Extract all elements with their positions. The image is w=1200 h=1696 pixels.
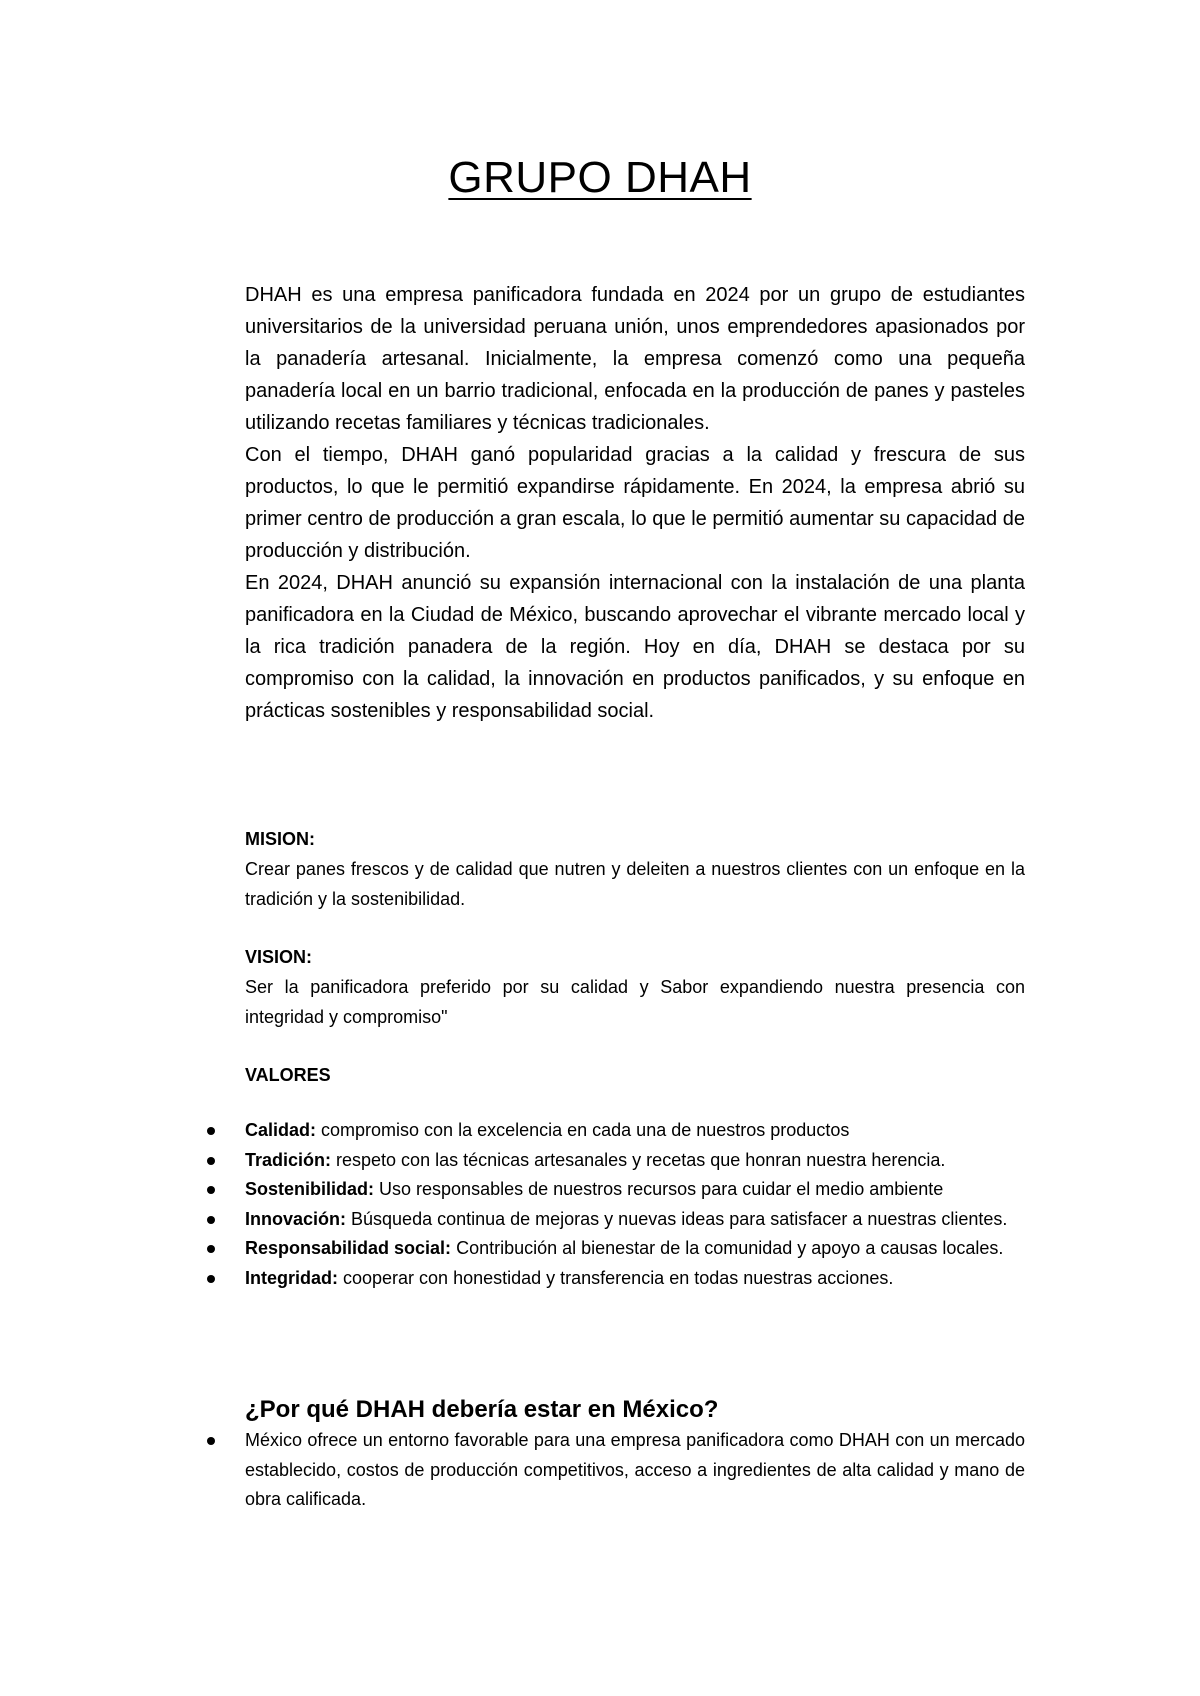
bullet-icon: [207, 1216, 215, 1224]
valor-term: Sostenibilidad:: [245, 1179, 375, 1199]
mision-label: MISION:: [245, 829, 315, 849]
page-title: GRUPO DHAH: [448, 153, 752, 202]
valores-list: [245, 1116, 1025, 1293]
vision-text: Ser la panificadora preferido por su calidad y Sabor expandiendo nuestra presencia con integridad y compromiso": [245, 977, 1025, 1027]
mision-text: Crear panes frescos y de calidad que nutren y deleiten a nuestros clientes con un enfoque en la tradición y la sostenibilidad.: [245, 859, 1025, 909]
mexico-heading: ¿Por qué DHAH debería estar en México?: [245, 1396, 719, 1423]
intro-paragraph: Con el tiempo, DHAH ganó popularidad gracias a la calidad y frescura de sus productos, lo que le permitió expandirse rápidamente. En 2024, la empresa abrió su primer centro de producción a gran escala, lo que le permitió aumentar su capacidad de producción y distribución.: [245, 444, 1025, 562]
vision-section: [245, 942, 1025, 1032]
valor-item-tradicion: [245, 1146, 1025, 1176]
valor-term: Responsabilidad social:: [245, 1238, 452, 1258]
valor-item-calidad: [245, 1116, 1025, 1146]
valor-term: Calidad:: [245, 1120, 317, 1140]
valor-item-innovacion: [245, 1205, 1025, 1235]
intro-paragraph: En 2024, DHAH anunció su expansión internacional con la instalación de una planta panificadora en la Ciudad de México, buscando aprovechar el vibrante mercado local y la rica tradición panadera de la región. Hoy en día, DHAH se destaca por su compromiso con la calidad, la innovación en productos panificados, y su enfoque en prácticas sostenibles y responsabilidad social.: [245, 572, 1025, 722]
mexico-item: [245, 1426, 1025, 1515]
mision-section: [245, 824, 1025, 914]
bullet-icon: [207, 1275, 215, 1283]
valor-item-integridad: [245, 1264, 1025, 1294]
valores-label: VALORES: [245, 1065, 331, 1085]
intro-paragraph: DHAH es una empresa panificadora fundada en 2024 por un grupo de estudiantes universitarios de la universidad peruana unión, unos emprendedores apasionados por la panadería artesanal. Inicialmente, la empresa comenzó como una pequeña panadería local en un barrio tradicional, enfocada en la producción de panes y pasteles utilizando recetas familiares y técnicas tradicionales.: [245, 284, 1025, 434]
valor-item-responsabilidad-social: [245, 1234, 1025, 1264]
valor-text: Búsqueda continua de mejoras y nuevas ideas para satisfacer a nuestras clientes.: [346, 1208, 1008, 1229]
valor-text: Uso responsables de nuestros recursos para cuidar el medio ambiente: [374, 1179, 944, 1199]
bullet-icon: [207, 1245, 215, 1253]
valor-text: Contribución al bienestar de la comunidad y apoyo a causas locales.: [451, 1238, 1004, 1258]
valor-text: compromiso con la excelencia en cada una de nuestros productos: [316, 1120, 850, 1140]
mexico-list: [245, 1426, 1025, 1515]
valor-term: Tradición:: [245, 1149, 332, 1170]
intro-section: [245, 279, 1025, 727]
valor-term: Integridad:: [245, 1267, 338, 1288]
bullet-icon: [207, 1186, 215, 1194]
bullet-icon: [207, 1127, 215, 1135]
valor-text: respeto con las técnicas artesanales y recetas que honran nuestra herencia.: [331, 1149, 946, 1170]
valor-item-sostenibilidad: [245, 1175, 1025, 1205]
mexico-item-text: México ofrece un entorno favorable para una empresa panificadora como DHAH con un mercado establecido, costos de producción competitivos, acceso a ingredientes de alta calidad y mano de obra calificada.: [245, 1430, 1025, 1509]
vision-label: VISION:: [245, 947, 313, 967]
bullet-icon: [207, 1437, 215, 1445]
bullet-icon: [207, 1157, 215, 1165]
valor-text: cooperar con honestidad y transferencia en todas nuestras acciones.: [338, 1267, 894, 1288]
valor-term: Innovación:: [245, 1208, 347, 1229]
